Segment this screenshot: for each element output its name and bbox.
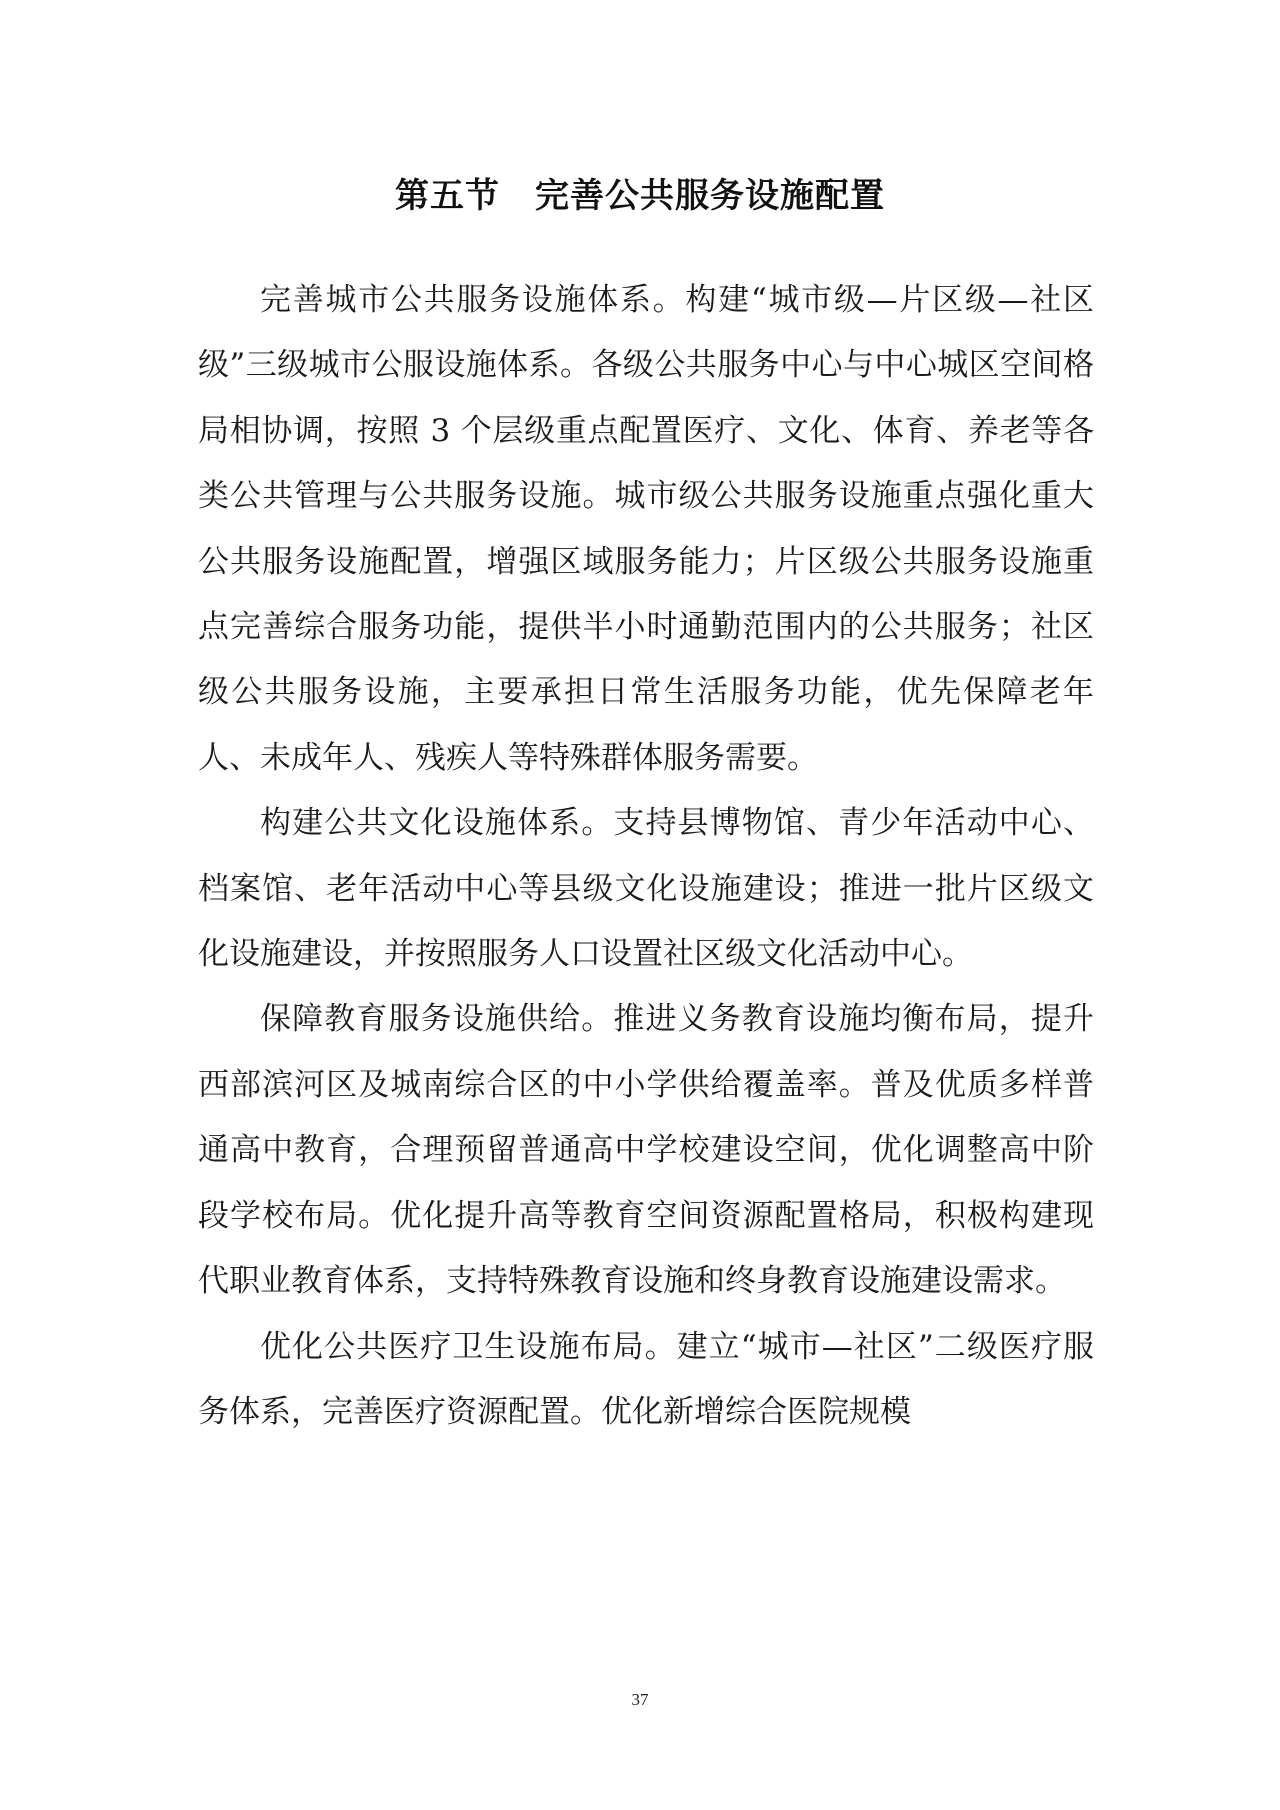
paragraph-medical-facilities: 优化公共医疗卫生设施布局。建立“城市—社区”二级医疗服务体系，完善医疗资源配置。优化新增综合医院规模	[198, 1328, 1094, 1430]
section-title: 第五节 完善公共服务设施配置	[395, 176, 885, 216]
paragraph-public-service-system: 完善城市公共服务设施体系。构建“城市级—片区级—社区级”三级城市公服设施体系。各级公共服务中心与中心城区空间格局相协调，按照 3 个层级重点配置医疗、文化、体育、养老等各类公共管理与公共服务设施。城市级公共服务设施重点强化重大公共服务设施配置，增强区域服务能力；片区级公共服务设施重点完善综合服务功能，提供半小时通勤范围内的公共服务；社区级公共服务设施，主要承担日常生活服务功能，优先保障老年人、未成年人、残疾人等特殊群体服务需要。	[198, 282, 1094, 776]
paragraph-education-facilities: 保障教育服务设施供给。推进义务教育设施均衡布局，提升西部滨河区及城南综合区的中小学供给覆盖率。普及优质多样普通高中教育，合理预留普通高中学校建设空间，优化调整高中阶段学校布局。优化提升高等教育空间资源配置格局，积极构建现代职业教育体系，支持特殊教育设施和终身教育设施建设需求。	[198, 1001, 1094, 1300]
paragraph-cultural-facilities: 构建公共文化设施体系。支持县博物馆、青少年活动中心、档案馆、老年活动中心等县级文化设施建设；推进一批片区级文化设施建设，并按照服务人口设置社区级文化活动中心。	[198, 805, 1094, 973]
page-number: 37	[631, 1690, 649, 1709]
body-text	[198, 268, 1094, 1445]
